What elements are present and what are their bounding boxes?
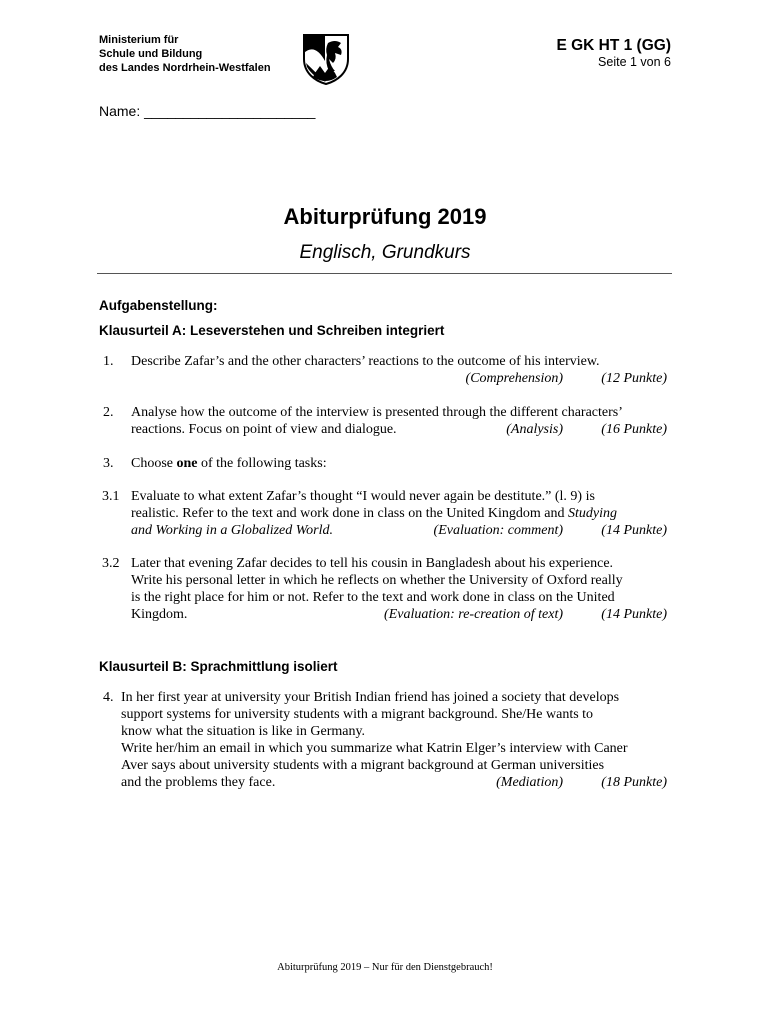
task-points: (14 Punkte) <box>601 607 667 622</box>
task-text: Choose <box>131 456 177 471</box>
task-text: Write his personal letter in which he reflects on whether the University of Oxford really <box>131 573 623 588</box>
task-3-2 <box>99 555 667 623</box>
ministry-line: Ministerium für <box>99 34 179 46</box>
section-heading-teil-b: Klausurteil B: Sprachmittlung isoliert <box>99 659 338 674</box>
task-4 <box>99 689 667 791</box>
task-2 <box>99 404 667 438</box>
ministry-line: des Landes Nordrhein-Westfalen <box>99 62 271 74</box>
task-number: 3. <box>103 456 114 471</box>
task-category: (Analysis) <box>506 422 563 437</box>
task-points: (14 Punkte) <box>601 523 667 538</box>
task-text: Evaluate to what extent Zafar’s thought “I would never again be destitute.” (l. 9) is <box>131 489 595 504</box>
task-1 <box>99 353 667 387</box>
task-category: (Mediation) <box>496 775 563 790</box>
page-indicator: Seite 1 von 6 <box>598 55 671 69</box>
page-title: Abiturprüfung 2019 <box>283 204 487 229</box>
task-points: (12 Punkte) <box>601 371 667 386</box>
nrw-crest-icon <box>301 33 351 85</box>
task-points: (18 Punkte) <box>601 775 667 790</box>
task-text: Kingdom. <box>131 607 188 622</box>
task-3 <box>99 455 667 472</box>
task-points: (16 Punkte) <box>601 422 667 437</box>
ministry-name <box>99 33 271 75</box>
title-divider <box>97 273 672 274</box>
task-text: of the following tasks: <box>197 456 327 471</box>
exam-code: E GK HT 1 (GG) <box>556 37 671 54</box>
task-category: (Comprehension) <box>465 371 563 386</box>
task-number: 3.1 <box>102 489 120 504</box>
ministry-line: Schule und Bildung <box>99 48 203 60</box>
task-text: know what the situation is like in Germany. <box>121 724 366 739</box>
task-text-italic: Studying <box>568 506 618 521</box>
task-number: 2. <box>103 405 114 420</box>
task-text: Later that evening Zafar decides to tell his cousin in Bangladesh about his experience. <box>131 556 614 571</box>
name-field[interactable]: Name: ______________________ <box>99 103 316 119</box>
task-emphasis: one <box>176 456 198 471</box>
task-number: 1. <box>103 354 114 369</box>
task-text: realistic. Refer to the text and work done in class on the United Kingdom and <box>131 506 569 521</box>
page-footer: Abiturprüfung 2019 – Nur für den Dienstgebrauch! <box>277 962 493 973</box>
task-number: 3.2 <box>102 556 120 571</box>
task-text: Analyse how the outcome of the interview is presented through the different characters’ <box>131 405 623 420</box>
task-text: reactions. Focus on point of view and dialogue. <box>131 422 397 437</box>
task-3-1 <box>99 488 667 539</box>
task-number: 4. <box>103 690 114 705</box>
task-text: In her first year at university your British Indian friend has joined a society that develops <box>121 690 620 705</box>
task-text: support systems for university students with a migrant background. She/He wants to <box>121 707 594 722</box>
task-text-italic: and Working in a Globalized World. <box>131 523 333 538</box>
task-text: Aver says about university students with a migrant background at German universities <box>121 758 605 773</box>
section-heading-teil-a: Klausurteil A: Leseverstehen und Schreiben integriert <box>99 323 445 338</box>
subject-subtitle: Englisch, Grundkurs <box>299 242 471 263</box>
task-category: (Evaluation: re-creation of text) <box>384 607 563 622</box>
task-category: (Evaluation: comment) <box>433 523 563 538</box>
task-text: Describe Zafar’s and the other characters’ reactions to the outcome of his interview. <box>131 354 600 369</box>
task-text: and the problems they face. <box>121 775 276 790</box>
task-text: Write her/him an email in which you summarize what Katrin Elger’s interview with Caner <box>121 741 628 756</box>
task-text: is the right place for him or not. Refer to the text and work done in class on the United <box>131 590 615 605</box>
section-heading-aufgaben: Aufgabenstellung: <box>99 298 218 313</box>
